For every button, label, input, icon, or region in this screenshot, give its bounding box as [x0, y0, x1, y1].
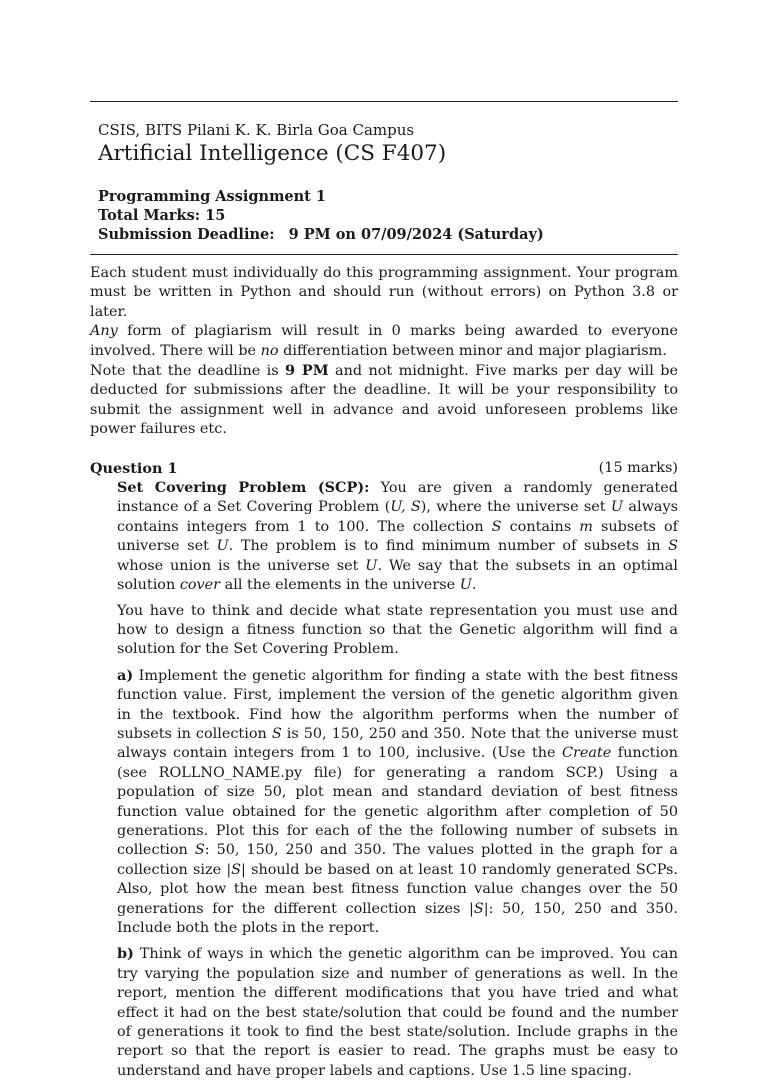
design-paragraph: You have to think and decide what state representation you must use and how to design a fitness function so that the Genetic algorithm will find a solution for the Set Covering Problem.	[117, 602, 678, 658]
document-header	[98, 120, 678, 244]
header-rule	[90, 254, 678, 255]
top-rule	[90, 101, 678, 102]
assignment-name: Programming Assignment 1	[98, 188, 327, 205]
institution: CSIS, BITS Pilani K. K. Birla Goa Campus	[98, 121, 415, 139]
course-title: Artificial Intelligence (CS F407)	[98, 141, 447, 166]
assignment-meta	[98, 187, 678, 244]
question-marks: (15 marks)	[598, 459, 678, 476]
question-title: Question 1	[90, 459, 178, 477]
intro-paragraph-2: Any form of plagiarism will result in 0 marks being awarded to everyone involved. There will be no differentiation between minor and major plagiarism.	[90, 323, 678, 359]
submission-deadline	[98, 225, 678, 244]
scp-paragraph: Set Covering Problem (SCP): You are given a randomly generated instance of a Set Covering Problem (U, S), where the universe set U always contains integers from 1 to 100. The collection S contains m subsets of universe set U. The problem is to find minimum number of subsets in S whose union is the universe set U. We say that the subsets in an optimal solution cover all the elements in the universe U.	[117, 479, 678, 594]
question-body	[117, 478, 678, 1081]
part-a: a) Implement the genetic algorithm for finding a state with the best fitness function value. First, implement the version of the genetic algorithm given in the textbook. Find how the algorithm performs when the number of subsets in collection S is 50, 150, 250 and 350. Note that the universe must always contain integers from 1 to 100, inclusive. (Use the Create function (see ROLLNO_NAME.py file) for generating a random SCP.) Using a population of size 50, plot mean and standard deviation of best fitness function value obtained for the genetic algorithm after completion of 50 generations. Plot this for each of the the following number of subsets in collection S: 50, 150, 250 and 350. The values plotted in the graph for a collection size |S| should be based on at least 10 randomly generated SCPs. Also, plot how the mean best fitness function value changes over the 50 generations for the different collection sizes |S|: 50, 150, 250 and 350. Include both the plots in the report.	[117, 666, 679, 936]
question-header	[90, 459, 678, 478]
part-b: b) Think of ways in which the genetic algorithm can be improved. You can try varying the population size and number of generations as well. In the report, mention the different modifications that you have tried and what effect it had on the best state/solution that could be found and the number of generations it took to find the best state/solution. Include graphs in the report so that the report is easier to read. The graphs must be easy to understand and have proper labels and captions. Use 1.5 line spacing.	[117, 945, 678, 1079]
deadline-label: Submission Deadline:	[98, 226, 275, 243]
deadline-value: 9 PM on 07/09/2024 (Saturday)	[288, 226, 544, 243]
intro-paragraph-1: Each student must individually do this programming assignment. Your program must be written in Python and should run (without errors) on Python 3.8 or later.	[90, 265, 678, 320]
intro-paragraph-3: Note that the deadline is 9 PM and not midnight. Five marks per day will be deducted for submissions after the deadline. It will be your responsibility to submit the assignment well in advance and avoid unforeseen problems like power failures etc.	[90, 362, 678, 438]
total-marks: Total Marks: 15	[98, 207, 226, 224]
document-body	[90, 264, 678, 1081]
